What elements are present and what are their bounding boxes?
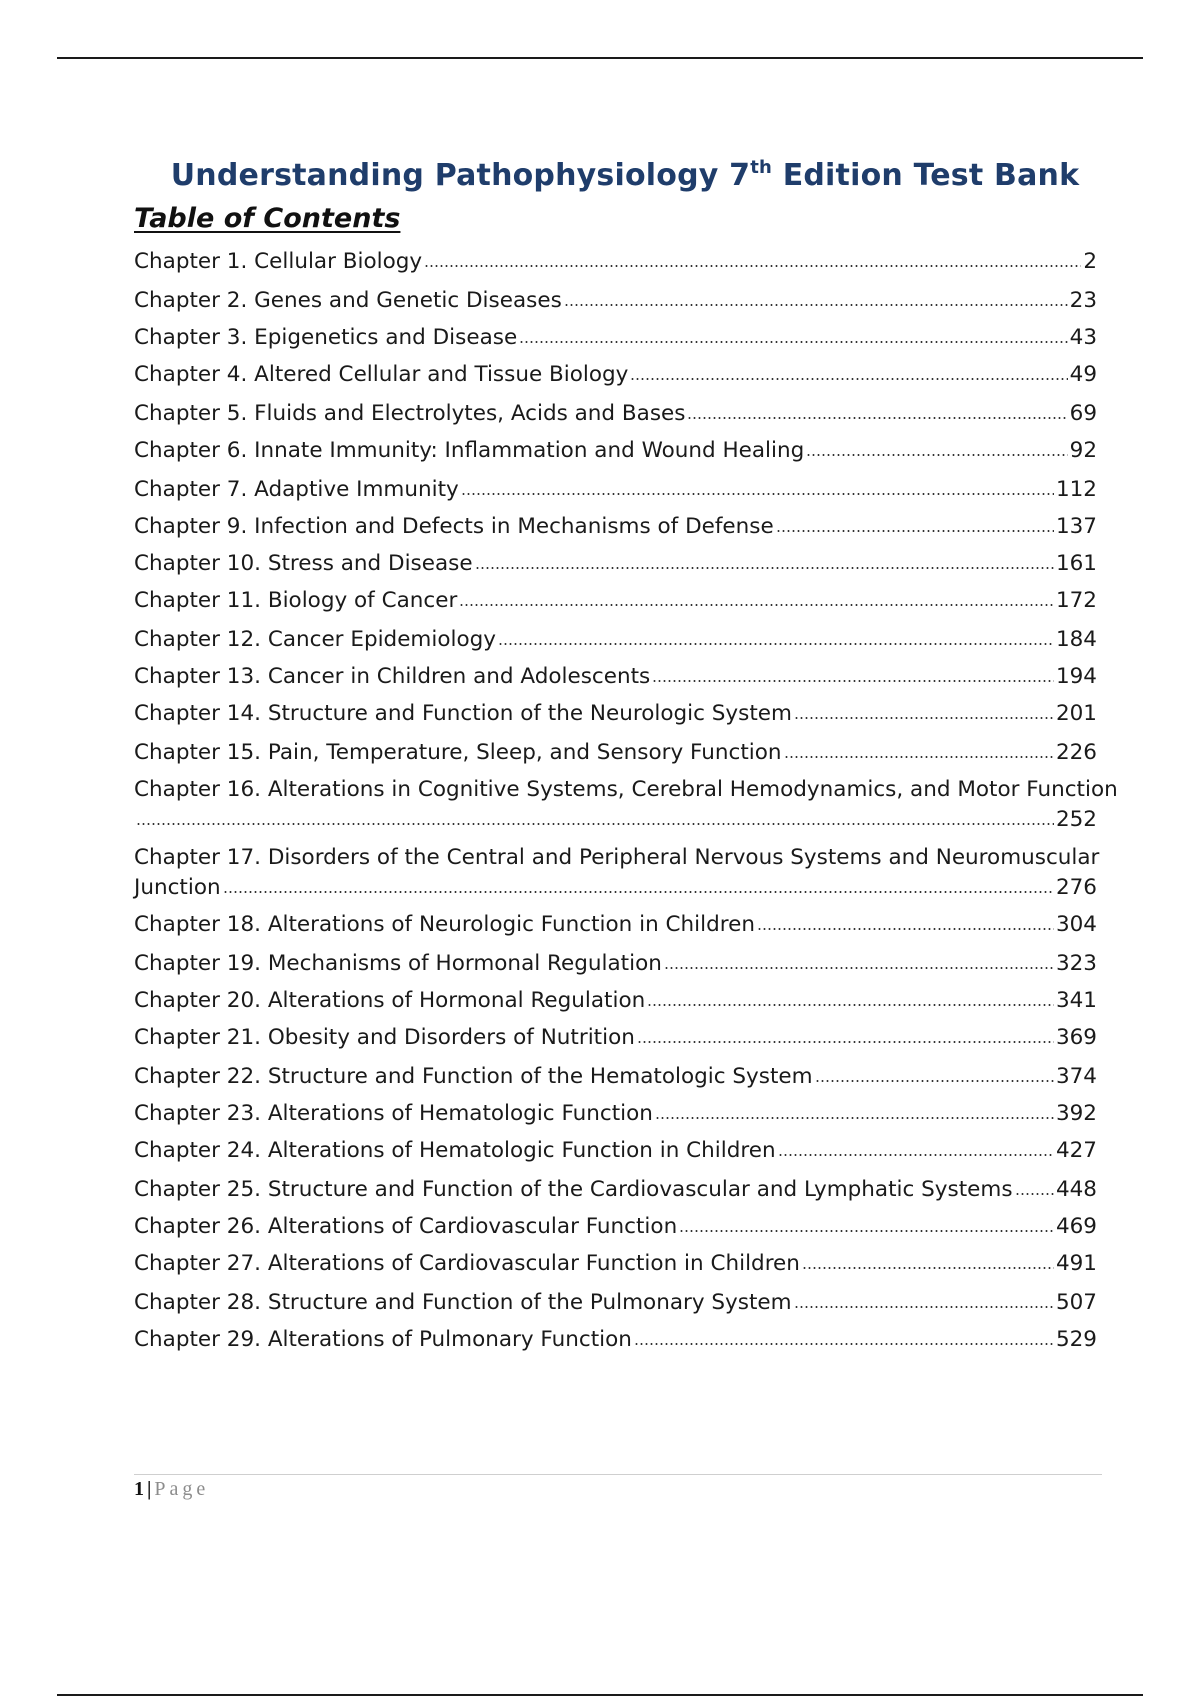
dot-leader — [519, 340, 1067, 344]
toc-entry[interactable] — [134, 360, 1097, 390]
dot-leader — [815, 1079, 1054, 1083]
toc-entry[interactable] — [134, 949, 1097, 979]
toc-page-number: 427 — [1055, 1138, 1097, 1163]
toc-entry[interactable] — [134, 699, 1097, 729]
dot-leader — [757, 927, 1054, 931]
toc-page-number: 92 — [1069, 438, 1097, 463]
bottom-border-line — [57, 1694, 1143, 1696]
toc-entry[interactable] — [134, 775, 1118, 835]
toc-entry-title: Chapter 21. Obesity and Disorders of Nutrition — [134, 1025, 635, 1050]
dot-leader — [778, 1153, 1054, 1157]
toc-entry[interactable] — [134, 843, 1100, 903]
dot-leader — [679, 1229, 1054, 1233]
toc-entry[interactable] — [134, 475, 1097, 505]
toc-entry[interactable] — [134, 625, 1097, 655]
toc-entry[interactable] — [134, 1062, 1097, 1092]
toc-entry[interactable] — [134, 1212, 1097, 1242]
title-superscript: th — [750, 157, 773, 178]
toc-entry-title: Chapter 19. Mechanisms of Hormonal Regulation — [134, 951, 662, 976]
toc-page-number: 341 — [1055, 988, 1097, 1013]
toc-entry[interactable] — [134, 1023, 1097, 1053]
toc-entry[interactable] — [134, 738, 1097, 768]
dot-leader — [1015, 1192, 1054, 1196]
toc-page-number: 469 — [1055, 1214, 1097, 1239]
dot-leader — [637, 1040, 1054, 1044]
toc-entry[interactable] — [134, 1249, 1097, 1279]
toc-entry[interactable] — [134, 1288, 1097, 1318]
dot-leader — [498, 642, 1054, 646]
toc-entry-title: Chapter 12. Cancer Epidemiology — [134, 627, 497, 652]
toc-page-number: 276 — [1055, 875, 1097, 900]
dot-leader — [564, 303, 1068, 307]
toc-entry-title: Chapter 27. Alterations of Cardiovascular Function in Children — [134, 1251, 800, 1276]
table-of-contents — [134, 240, 1118, 1355]
toc-page-number: 194 — [1055, 664, 1097, 689]
toc-entry-title: Chapter 5. Fluids and Electrolytes, Acids and Bases — [134, 401, 686, 426]
dot-leader — [136, 822, 1054, 826]
toc-page-number: 226 — [1055, 740, 1097, 765]
toc-entry[interactable] — [134, 986, 1097, 1016]
page-footer — [134, 1478, 209, 1501]
toc-entry[interactable] — [134, 1099, 1097, 1129]
dot-leader — [461, 492, 1054, 496]
toc-entry-title: Chapter 17. Disorders of the Central and Peripheral Nervous Systems and Neuromuscular — [134, 845, 1100, 870]
toc-page-number: 252 — [1055, 807, 1097, 832]
dot-leader — [630, 377, 1067, 381]
toc-page-number: 323 — [1055, 951, 1097, 976]
toc-heading: Table of Contents — [134, 203, 401, 234]
dot-leader — [784, 755, 1054, 759]
toc-entry-title: Chapter 18. Alterations of Neurologic Function in Children — [134, 912, 755, 937]
toc-page-number: 23 — [1069, 288, 1097, 313]
dot-leader — [652, 679, 1054, 683]
toc-entry[interactable] — [134, 399, 1097, 429]
toc-entry[interactable] — [134, 247, 1097, 277]
dot-leader — [776, 529, 1054, 533]
toc-entry-title: Chapter 14. Structure and Function of the Neurologic System — [134, 701, 792, 726]
footer-page-number: 1 — [134, 1478, 144, 1500]
dot-leader — [802, 1266, 1054, 1270]
toc-entry-title: Chapter 9. Infection and Defects in Mechanisms of Defense — [134, 514, 774, 539]
toc-entry[interactable] — [134, 1136, 1097, 1166]
toc-entry[interactable] — [134, 662, 1097, 692]
toc-entry-title: Chapter 16. Alterations in Cognitive Systems, Cerebral Hemodynamics, and Motor Function — [134, 777, 1118, 802]
toc-entry-title: Chapter 24. Alterations of Hematologic Function in Children — [134, 1138, 776, 1163]
toc-entry-title: Chapter 13. Cancer in Children and Adolescents — [134, 664, 651, 689]
toc-entry-title: Chapter 10. Stress and Disease — [134, 551, 473, 576]
toc-page-number: 43 — [1069, 325, 1097, 350]
dot-leader — [655, 1116, 1054, 1120]
toc-entry-title: Chapter 15. Pain, Temperature, Sleep, and Sensory Function — [134, 740, 782, 765]
toc-entry[interactable] — [134, 1175, 1097, 1205]
toc-page-number: 2 — [1083, 249, 1097, 274]
toc-entry[interactable] — [134, 512, 1097, 542]
toc-entry-title: Chapter 1. Cellular Biology — [134, 249, 423, 274]
toc-page-number: 184 — [1055, 627, 1097, 652]
toc-entry[interactable] — [134, 323, 1097, 353]
dot-leader — [664, 966, 1054, 970]
dot-leader — [794, 716, 1054, 720]
toc-page-number: 201 — [1055, 701, 1097, 726]
toc-page-number: 49 — [1069, 362, 1097, 387]
toc-entry-title: Chapter 25. Structure and Function of the Cardiovascular and Lymphatic Systems — [134, 1177, 1013, 1202]
toc-entry-title: Chapter 26. Alterations of Cardiovascular Function — [134, 1214, 678, 1239]
toc-entry-title: Chapter 22. Structure and Function of the Hematologic System — [134, 1064, 813, 1089]
dot-leader — [223, 890, 1054, 894]
toc-entry[interactable] — [134, 436, 1097, 466]
dot-leader — [424, 264, 1081, 268]
footer-page-label: Page — [154, 1478, 210, 1500]
toc-entry[interactable] — [134, 910, 1097, 940]
toc-page-number: 369 — [1055, 1025, 1097, 1050]
toc-entry-title: Chapter 28. Structure and Function of the Pulmonary System — [134, 1290, 792, 1315]
toc-entry[interactable] — [134, 286, 1097, 316]
toc-page-number: 392 — [1055, 1101, 1097, 1126]
dot-leader — [475, 566, 1054, 570]
toc-page-number: 172 — [1055, 588, 1097, 613]
dot-leader — [634, 1342, 1054, 1346]
toc-entry-title: Chapter 29. Alterations of Pulmonary Function — [134, 1327, 632, 1352]
toc-page-number: 529 — [1055, 1327, 1097, 1352]
toc-entry-title: Chapter 4. Altered Cellular and Tissue Biology — [134, 362, 629, 387]
toc-entry-title: Chapter 2. Genes and Genetic Diseases — [134, 288, 562, 313]
dot-leader — [647, 1003, 1054, 1007]
dot-leader — [459, 603, 1054, 607]
toc-entry-title: Chapter 6. Innate Immunity: Inflammation and Wound Healing — [134, 438, 805, 463]
toc-entry[interactable] — [134, 1325, 1097, 1355]
toc-entry-title: Chapter 20. Alterations of Hormonal Regulation — [134, 988, 646, 1013]
dot-leader — [806, 453, 1067, 457]
toc-page-number: 304 — [1055, 912, 1097, 937]
footer-separator: | — [147, 1478, 152, 1500]
toc-page-number: 507 — [1055, 1290, 1097, 1315]
toc-page-number: 112 — [1055, 477, 1097, 502]
toc-page-number: 491 — [1055, 1251, 1097, 1276]
dot-leader — [794, 1305, 1054, 1309]
toc-entry-title: Chapter 7. Adaptive Immunity — [134, 477, 459, 502]
toc-entry[interactable] — [134, 549, 1097, 579]
toc-page-number: 69 — [1069, 401, 1097, 426]
document-title: Understanding Pathophysiology 7th Edition Test Bank — [170, 157, 1080, 193]
top-border-line — [57, 57, 1143, 59]
toc-entry-title-continued: Junction — [134, 875, 221, 900]
toc-page-number: 137 — [1055, 514, 1097, 539]
toc-page-number: 374 — [1055, 1064, 1097, 1089]
footer-divider — [134, 1474, 1102, 1475]
toc-page-number: 161 — [1055, 551, 1097, 576]
toc-entry-title: Chapter 11. Biology of Cancer — [134, 588, 458, 613]
toc-page-number: 448 — [1055, 1177, 1097, 1202]
dot-leader — [687, 416, 1067, 420]
toc-entry-title: Chapter 3. Epigenetics and Disease — [134, 325, 518, 350]
toc-entry[interactable] — [134, 586, 1097, 616]
toc-entry-title: Chapter 23. Alterations of Hematologic Function — [134, 1101, 653, 1126]
